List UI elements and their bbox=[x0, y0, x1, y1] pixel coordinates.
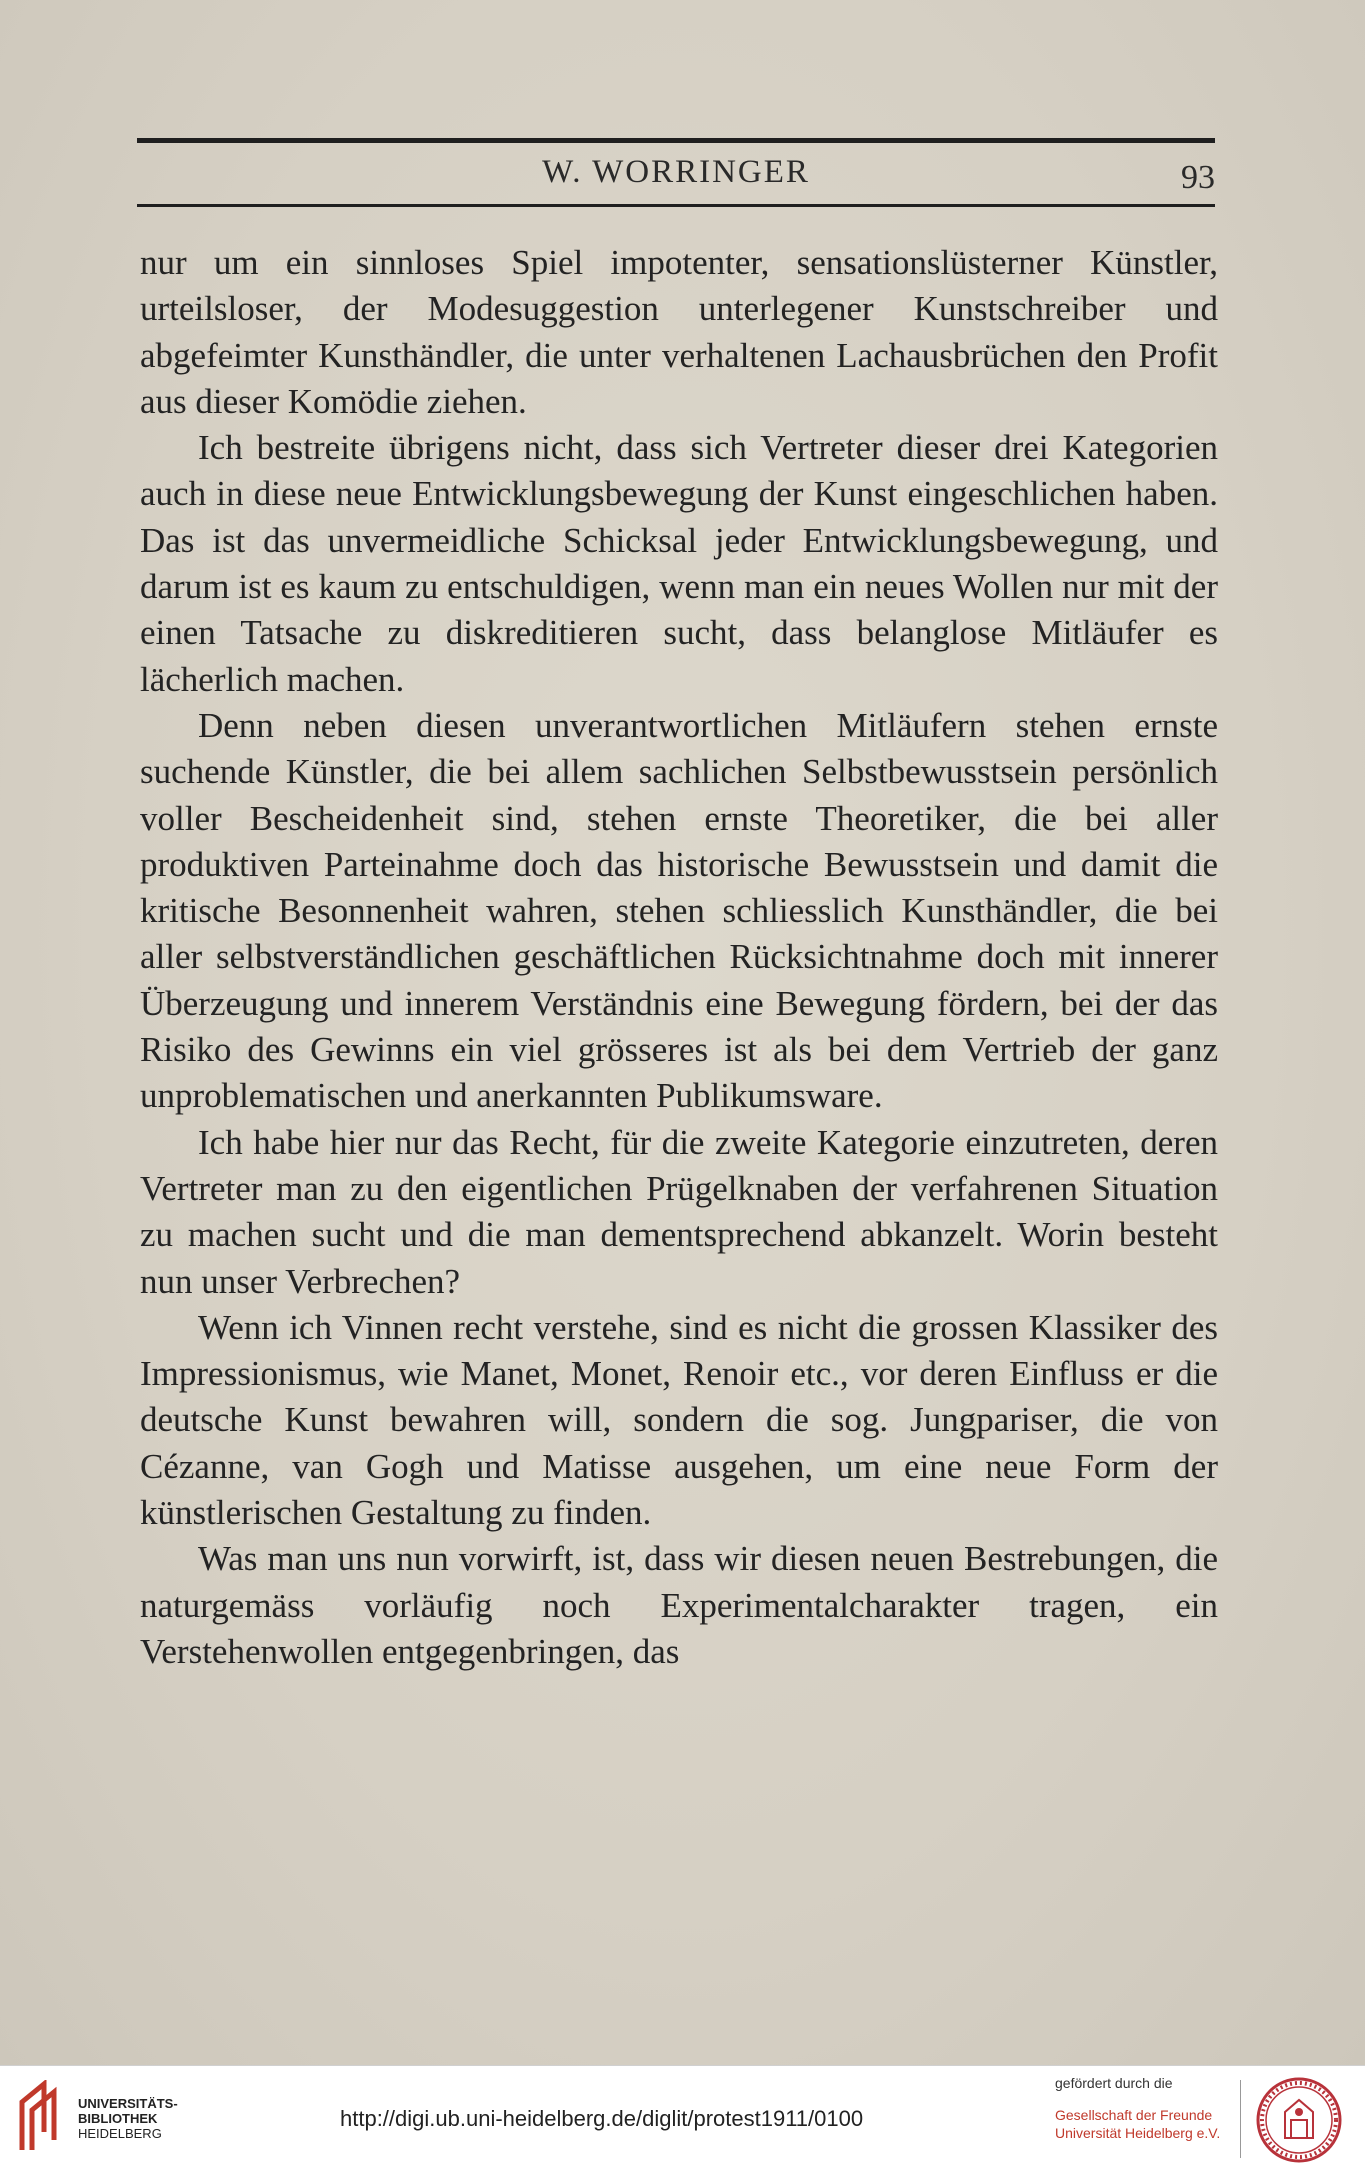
library-name-line2: BIBLIOTHEK bbox=[78, 2111, 158, 2126]
source-url[interactable]: http://digi.ub.uni-heidelberg.de/diglit/protest1911/0100 bbox=[340, 2106, 864, 2131]
page-number: 93 bbox=[1181, 159, 1215, 196]
library-name-line3: HEIDELBERG bbox=[78, 2126, 162, 2141]
sponsor-divider bbox=[1240, 2080, 1241, 2158]
sponsor-name-line1: Gesellschaft der Freunde bbox=[1055, 2107, 1213, 2123]
sponsor-label: gefördert durch die bbox=[1055, 2075, 1173, 2091]
sponsor-name bbox=[1055, 2106, 1220, 2142]
university-seal-icon bbox=[1255, 2076, 1343, 2164]
library-name bbox=[78, 2096, 178, 2141]
paragraph-2: Ich bestreite übrigens nicht, dass sich Vertreter dieser drei Kategorien auch in diese neue Entwicklungsbewegung der Kunst eingeschlichen haben. Das ist das unvermeidliche Schicksal jeder Entwicklungsbewegung, und darum ist es kaum zu entschuldigen, wenn man ein neues Wollen nur mit der einen Tatsache zu diskreditieren sucht, dass belanglose Mitläufer es lächerlich machen. bbox=[140, 428, 1218, 699]
running-head: W. WORRINGER bbox=[542, 154, 810, 190]
library-name-line1: UNIVERSITÄTS- bbox=[78, 2096, 178, 2111]
paragraph-6: Was man uns nun vorwirft, ist, dass wir diesen neuen Bestrebungen, die naturgemäss vorläufig noch Experimentalcharakter tragen, ein Verstehenwollen entgegenbringen, das bbox=[140, 1539, 1218, 1671]
header-rule-top bbox=[137, 138, 1215, 143]
paragraph-5: Wenn ich Vinnen recht verstehe, sind es nicht die grossen Klassiker des Impressionismus, wie Manet, Monet, Renoir etc., vor deren Einfluss er die deutsche Kunst bewahren will, sondern die sog. Jungpariser, die von Cézanne, van Gogh und Matisse ausgehen, um eine neue Form der künstlerischen Gestaltung zu finden. bbox=[140, 1307, 1218, 1533]
paragraph-1: nur um ein sinnloses Spiel impotenter, sensationslüsterner Künstler, urteilsloser, der Modesuggestion unterlegener Kunstschreiber und abgefeimter Kunsthändler, die unter verhaltenen Lachausbrüchen den Profit aus dieser Komödie ziehen. bbox=[140, 243, 1218, 421]
sponsor-name-line2: Universität Heidelberg e.V. bbox=[1055, 2125, 1221, 2141]
digitization-footer bbox=[0, 2065, 1365, 2169]
header-rule-bottom bbox=[137, 204, 1215, 207]
ub-heidelberg-logo-icon bbox=[14, 2080, 68, 2152]
paragraph-4: Ich habe hier nur das Recht, für die zweite Kategorie einzutreten, deren Vertreter man zu den eigentlichen Prügelknaben der verfahrenen Situation zu machen sucht und die man dementsprechend abkanzelt. Worin besteht nun unser Verbrechen? bbox=[140, 1122, 1218, 1301]
paragraph-3: Denn neben diesen unverantwortlichen Mitläufern stehen ernste suchende Künstler, die bei allem sachlichen Selbstbewusstsein persönlich voller Bescheidenheit sind, stehen ernste Theoretiker, die bei aller produktiven Parteinahme doch das historische Bewusstsein und damit die kritische Besonnenheit wahren, stehen schliesslich Kunsthändler, die bei aller selbstverständlichen geschäftlichen Rücksichtnahme doch mit innerer Überzeugung und innerem Verständnis eine Bewegung fördern, bei der das Risiko des Gewinns ein viel grösseres ist als bei dem Vertrieb der ganz unproblematischen und anerkannten Publikumsware. bbox=[140, 705, 1218, 1116]
body-text bbox=[140, 240, 1218, 1675]
